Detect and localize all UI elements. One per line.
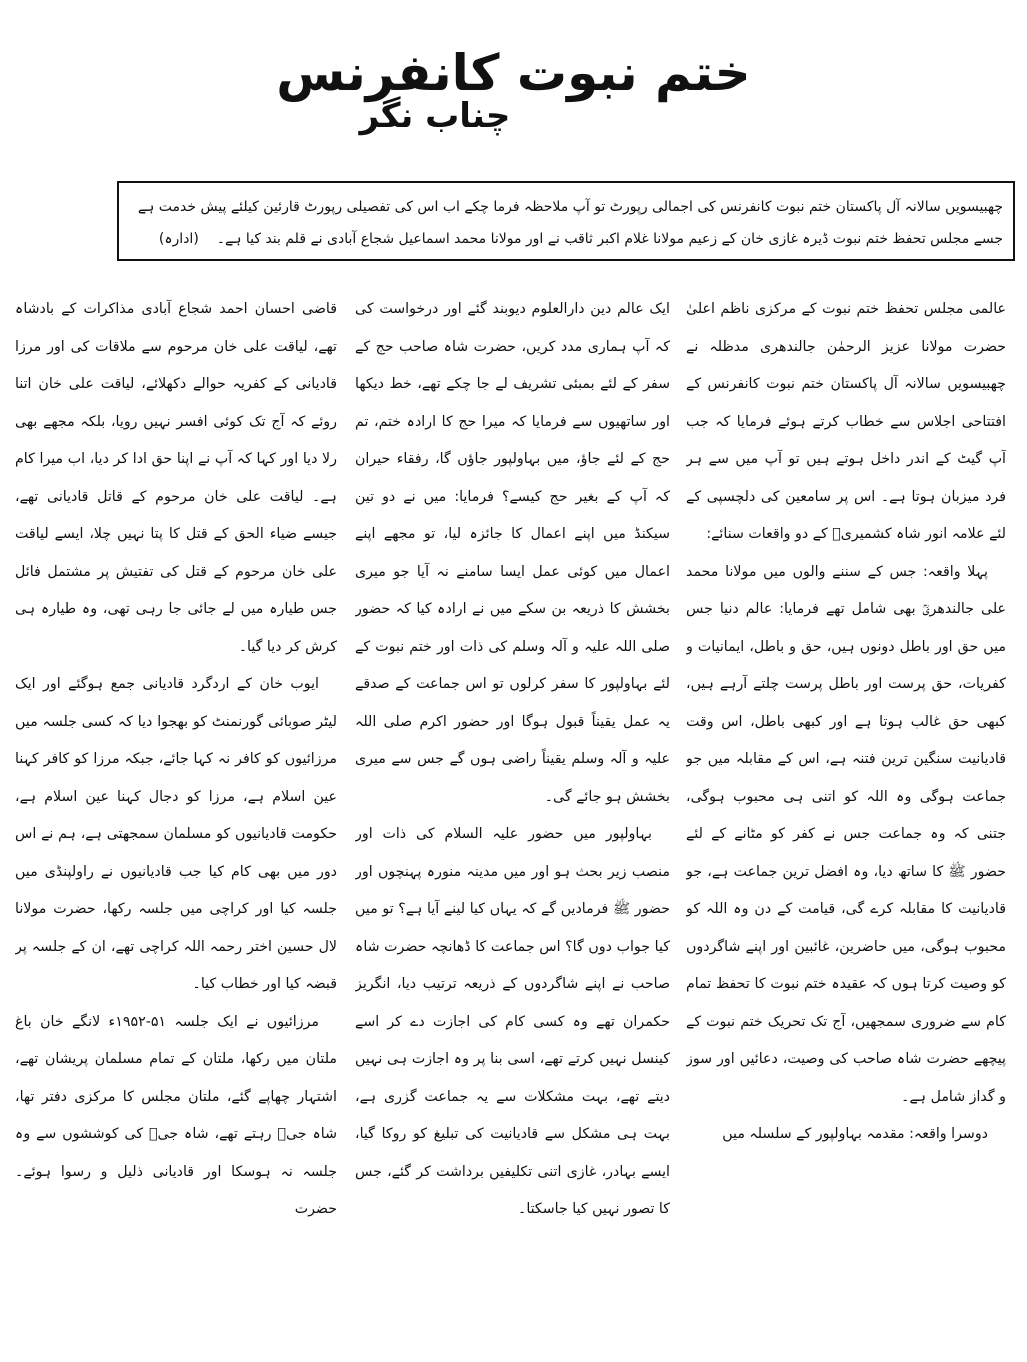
- column-right-paragraph: پہلا واقعہ: جس کے سننے والوں میں مولانا محمد علی جالندھریؒ بھی شامل تھے فرمایا: عالم دنیا جس میں حق اور باطل دونوں ہیں، حق و باطل، ایمانیات و کفریات، حق پرست اور باطل پرست چلتے آرہے ہیں، کبھی حق غالب ہوتا ہے اور کبھی باطل، اس وقت قادیانیت سنگین ترین فتنہ ہے، اس کے مقابلہ میں جو جماعت ہوگی وہ اللہ کو اتنی ہی محبوب ہوگی، جتنی کہ وہ جماعت جس نے کفر کو مٹانے کے لئے حضور ﷺ کا ساتھ دیا، وہ افضل ترین جماعت ہے، جو قادیانیت کا مقابلہ کرے گی، قیامت کے دن وہ اللہ کو محبوب ہوگی، میں حاضرین، غائبین اور اپنے شاگردوں کو وصیت کرتا ہوں کہ عقیدہ ختم نبوت کا تحفظ تمام کام سے ضروری سمجھیں، آج تک تحریک ختم نبوت کے پیچھے حضرت شاہ صاحب کی وصیت، دعائیں اور سوز و گداز شامل ہے۔: [686, 563, 1006, 1105]
- page-title: ختم نبوت کانفرنس: [276, 44, 751, 102]
- column-right-paragraph: عالمی مجلس تحفظ ختم نبوت کے مرکزی ناظم اعلیٰ حضرت مولانا عزیز الرحمٰن جالندھری مدظلہ نے چھبیسویں سالانہ آل پاکستان ختم نبوت کانفرنس کے افتتاحی اجلاس سے خطاب کرتے ہوئے فرمایا کہ جب آپ گیٹ کے اندر داخل ہوتے ہیں تو آپ میں سے ہر فرد میزبان ہوتا ہے۔ اس پر سامعین کی دلچسپی کے لئے علامہ انور شاہ کشمیریؒ کے دو واقعات سنائے:: [686, 301, 1006, 542]
- intro-signature: (ادارہ): [158, 231, 199, 247]
- intro-line-1: چھبیسویں سالانہ آل پاکستان ختم نبوت کانفرنس کی اجمالی رپورٹ تو آپ ملاحظہ فرما چکے اب اس کی تفصیلی رپورٹ قارئین کیلئے پیش خدمت ہے: [137, 199, 1003, 215]
- column-left-paragraph: مرزائیوں نے ایک جلسہ ۵۱-۱۹۵۲ء لانگے خان باغ ملتان میں رکھا، ملتان کے تمام مسلمان پریشان تھے، اشتہار چھاپے گئے، ملتان مجلس کا مرکزی دفتر تھا، شاہ جیؒ رہتے تھے، شاہ جیؒ کی کوششوں سے وہ جلسہ نہ ہوسکا اور قادیانی ذلیل و رسوا ہوئے۔ حضرت: [15, 1013, 337, 1217]
- page-subtitle: چناب نگر: [359, 96, 511, 136]
- intro-line-2-text: جسے مجلس تحفظ ختم نبوت ڈیرہ غازی خان کے زعیم مولانا غلام اکبر ثاقب نے اور مولانا محمد اسماعیل شجاع آبادی نے قلم بند کیا ہے۔: [216, 231, 1003, 247]
- intro-box: [117, 181, 1015, 261]
- column-left-paragraph: قاضی احسان احمد شجاع آبادی مذاکرات کے بادشاہ تھے، لیاقت علی خان مرحوم سے ملاقات کی اور مرزا قادیانی کے کفریہ حوالے دکھلائے، لیاقت علی خان اتنا روئے کہ آج تک کوئی افسر نہیں رویا، بلکہ مجھے بھی رلا دیا اور کہا کہ آپ نے اپنا حق ادا کر دیا، اب میرا کام ہے۔ لیاقت علی خان مرحوم کے قاتل قادیانی تھے، جیسے ضیاء الحق کے قتل کا پتا نہیں چلا، ایسے لیاقت علی خان مرحوم کے قتل کی تفتیش پر مشتمل فائل جس طیارہ میں لے جائی جا رہی تھی، وہ طیارہ ہی کرش کر دیا گیا۔: [15, 301, 337, 655]
- column-middle-paragraph: بہاولپور میں حضور علیہ السلام کی ذات اور منصب زیر بحث ہو اور میں مدینہ منورہ پہنچوں اور حضور ﷺ فرمادیں گے کہ یہاں کیا لینے آیا ہے؟ تو میں کیا جواب دوں گا؟ اس جماعت کا ڈھانچہ حضرت شاہ صاحب نے اپنے شاگردوں کے ذریعہ ترتیب دیا، انگریز حکمران تھے وہ کسی کام کی اجازت دے کر اسے کینسل نہیں کرتے تھے، اسی بنا پر وہ اجازت ہی نہیں دیتے تھے، بہت مشکلات سے یہ جماعت گزری ہے، بہت ہی مشکل سے قادیانیت کی تبلیغ کو روکا گیا، ایسے بہادر، غازی اتنی تکلیفیں برداشت کر گئے، جس کا تصور نہیں کیا جاسکتا۔: [355, 826, 670, 1217]
- column-left-paragraph: ایوب خان کے اردگرد قادیانی جمع ہوگئے اور ایک لیٹر صوبائی گورنمنٹ کو بھجوا دیا کہ کسی جلسہ میں مرزائیوں کو کافر نہ کہا جائے، جبکہ مرزا کو کافر کہنا عین اسلام ہے، مرزا کو دجال کہنا عین اسلام ہے، حکومت قادیانیوں کو مسلمان سمجھتی ہے، ہم نے اس دور میں بھی کام کیا جب قادیانیوں نے راولپنڈی میں جلسہ کیا اور کراچی میں جلسہ رکھا، حضرت مولانا لال حسین اختر رحمہ اللہ کراچی تھے، ان کے جلسہ پر قبضہ کیا اور خطاب کیا۔: [15, 676, 337, 992]
- column-middle: [355, 291, 670, 1357]
- column-right: [686, 291, 1006, 1357]
- column-middle-paragraph: ایک عالم دین دارالعلوم دیوبند گئے اور درخواست کی کہ آپ ہماری مدد کریں، حضرت شاہ صاحب حج کے سفر کے لئے بمبئی تشریف لے جا چکے تھے، خط دیکھا اور ساتھیوں سے فرمایا کہ میرا حج کا ارادہ ختم، تم حج کے لئے جاؤ، میں بہاولپور جاؤں گا، رفقاء حیران کہ آپ کے بغیر حج کیسے؟ فرمایا: میں نے دو تین سیکنڈ میں اپنے اعمال کا جائزہ لیا، تو مجھے اپنے اعمال میں کوئی عمل ایسا سامنے نہ آیا جو میری بخشش کا ذریعہ بن سکے میں نے ارادہ کیا کہ حضور صلی اللہ علیہ و آلہ وسلم کی ذات اور ختم نبوت کے لئے بہاولپور کا سفر کرلوں تو اس جماعت کے صدقے یہ عمل یقیناً قبول ہوگا اور حضور اکرم صلی اللہ علیہ و آلہ وسلم یقیناً راضی ہوں گے جس سے میری بخشش ہو جائے گی۔: [355, 301, 670, 805]
- intro-line-2: [129, 223, 1003, 255]
- column-left: [15, 291, 337, 1357]
- column-right-paragraph: دوسرا واقعہ: مقدمہ بہاولپور کے سلسلہ میں: [722, 1126, 988, 1142]
